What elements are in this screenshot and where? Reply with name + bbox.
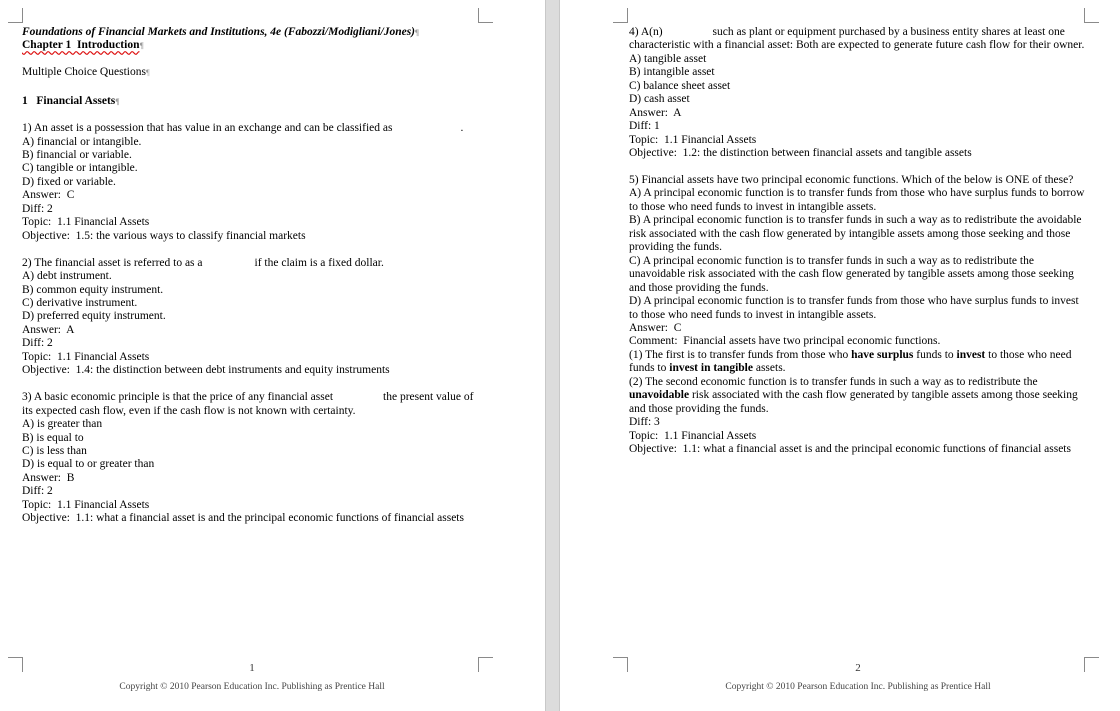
question-stem: 5) Financial assets have two principal economic functions. Which of the below is ONE of these?: [629, 173, 1074, 186]
option: D) fixed or variable.: [22, 175, 116, 188]
document-page-2[interactable]: [560, 0, 1120, 711]
option: A) debt instrument.: [22, 270, 112, 283]
question-1: [22, 122, 482, 243]
option: D) cash asset: [629, 93, 690, 106]
option: C) is less than: [22, 444, 87, 457]
crop-mark-top-left: [613, 8, 628, 23]
answer: Answer: A: [22, 323, 75, 336]
option: B) A principal economic function is to transfer funds in such a way as to redistribute the avoidable: [629, 214, 1082, 227]
topic: Topic: 1.1 Financial Assets: [629, 133, 757, 146]
objective: Objective: 1.1: what a financial asset is and the principal economic functions of financial assets: [629, 443, 1071, 456]
option: D) preferred equity instrument.: [22, 310, 166, 323]
objective: Objective: 1.5: the various ways to classify financial markets: [22, 229, 306, 242]
question-stem: 3) A basic economic principle is that the price of any financial asset the present value of: [22, 391, 474, 404]
option: D) is equal to or greater than: [22, 458, 155, 471]
option-continued: to those who need funds to invest in intangible assets.: [629, 200, 877, 213]
answer: Answer: C: [22, 189, 75, 202]
option: A) A principal economic function is to transfer funds from those who have surplus funds to borrow: [629, 187, 1085, 200]
question-stem-continued: its expected cash flow, even if the cash flow is not known with certainty.: [22, 404, 356, 417]
option: B) common equity instrument.: [22, 283, 164, 296]
objective: Objective: 1.1: what a financial asset is and the principal economic functions of financial assets: [22, 512, 464, 525]
option: A) tangible asset: [629, 52, 707, 65]
topic: Topic: 1.1 Financial Assets: [22, 498, 150, 511]
option: C) tangible or intangible.: [22, 162, 138, 175]
question-2: [22, 257, 482, 378]
difficulty: Diff: 2: [22, 337, 53, 350]
question-3: [22, 391, 482, 526]
comment: Comment: Financial assets have two principal economic functions.: [629, 335, 941, 348]
page-number: 2: [855, 662, 861, 674]
crop-mark-bottom-left: [613, 657, 628, 672]
option-continued: risk associated with the cash flow generated by intangible assets among those seeking and those: [629, 227, 1071, 240]
comment-point-1: (1) The first is to transfer funds from those who have surplus funds to invest to those who need: [629, 348, 1072, 361]
difficulty: Diff: 2: [22, 485, 53, 498]
topic: Topic: 1.1 Financial Assets: [22, 350, 150, 363]
question-5: [629, 174, 1087, 457]
chapter-heading: Chapter 1 Introduction¶: [22, 39, 144, 52]
answer: Answer: B: [22, 471, 75, 484]
answer: Answer: C: [629, 321, 682, 334]
crop-mark-top-left: [8, 8, 23, 23]
option: B) intangible asset: [629, 66, 715, 79]
option: C) A principal economic function is to transfer funds in such a way as to redistribute the: [629, 254, 1034, 267]
option: B) is equal to: [22, 431, 84, 444]
question-4: [629, 26, 1087, 161]
question-stem: 2) The financial asset is referred to as a if the claim is a fixed dollar.: [22, 256, 384, 269]
page-1-body[interactable]: [22, 26, 482, 526]
topic: Topic: 1.1 Financial Assets: [22, 216, 150, 229]
comment-point-2-continued: unavoidable risk associated with the cash flow generated by tangible assets among those seeking: [629, 389, 1078, 402]
comment-point-2: (2) The second economic function is to transfer funds in such a way as to redistribute the: [629, 375, 1038, 388]
question-stem-continued: characteristic with a financial asset: Both are expected to generate future cash flow for their owner.: [629, 39, 1085, 52]
difficulty: Diff: 2: [22, 202, 53, 215]
answer: Answer: A: [629, 106, 682, 119]
option-continued: unavoidable risk associated with the cash flow generated by tangible assets among those seeking: [629, 268, 1074, 281]
crop-mark-bottom-left: [8, 657, 23, 672]
page-gutter: [545, 0, 560, 711]
crop-mark-top-right: [1084, 8, 1099, 23]
question-stem: 4) A(n) such as plant or equipment purchased by a business entity shares at least one: [629, 26, 1065, 38]
question-stem: 1) An asset is a possession that has value in an exchange and can be classified as .: [22, 122, 464, 135]
option: A) financial or intangible.: [22, 135, 142, 148]
option: C) balance sheet asset: [629, 79, 731, 92]
option-continued: providing the funds.: [629, 241, 722, 254]
option-continued: to those who need funds to invest in intangible assets.: [629, 308, 877, 321]
option: B) financial or variable.: [22, 149, 132, 162]
document-page-1[interactable]: [0, 0, 545, 711]
option: A) is greater than: [22, 418, 103, 431]
crop-mark-top-right: [478, 8, 493, 23]
page-number: 1: [249, 662, 255, 674]
copyright-footer: Copyright © 2010 Pearson Education Inc. Publishing as Prentice Hall: [119, 682, 385, 692]
objective: Objective: 1.2: the distinction between financial assets and tangible assets: [629, 147, 972, 160]
copyright-footer: Copyright © 2010 Pearson Education Inc. Publishing as Prentice Hall: [725, 682, 991, 692]
comment-point-2-continued: and those providing the funds.: [629, 402, 769, 415]
option-continued: and those providing the funds.: [629, 281, 769, 294]
difficulty: Diff: 3: [629, 416, 660, 429]
page-2-body[interactable]: [629, 26, 1087, 456]
mcq-heading: Multiple Choice Questions¶: [22, 66, 150, 79]
topic: Topic: 1.1 Financial Assets: [629, 429, 757, 442]
option: C) derivative instrument.: [22, 297, 138, 309]
objective: Objective: 1.4: the distinction between debt instruments and equity instruments: [22, 364, 390, 377]
document-title: Foundations of Financial Markets and Institutions, 4e (Fabozzi/Modigliani/Jones)¶: [22, 26, 420, 38]
section-heading: 1 Financial Assets¶: [22, 95, 120, 108]
option: D) A principal economic function is to transfer funds from those who have surplus funds to invest: [629, 295, 1079, 308]
difficulty: Diff: 1: [629, 120, 660, 133]
comment-point-1-continued: funds to invest in tangible assets.: [629, 362, 786, 375]
